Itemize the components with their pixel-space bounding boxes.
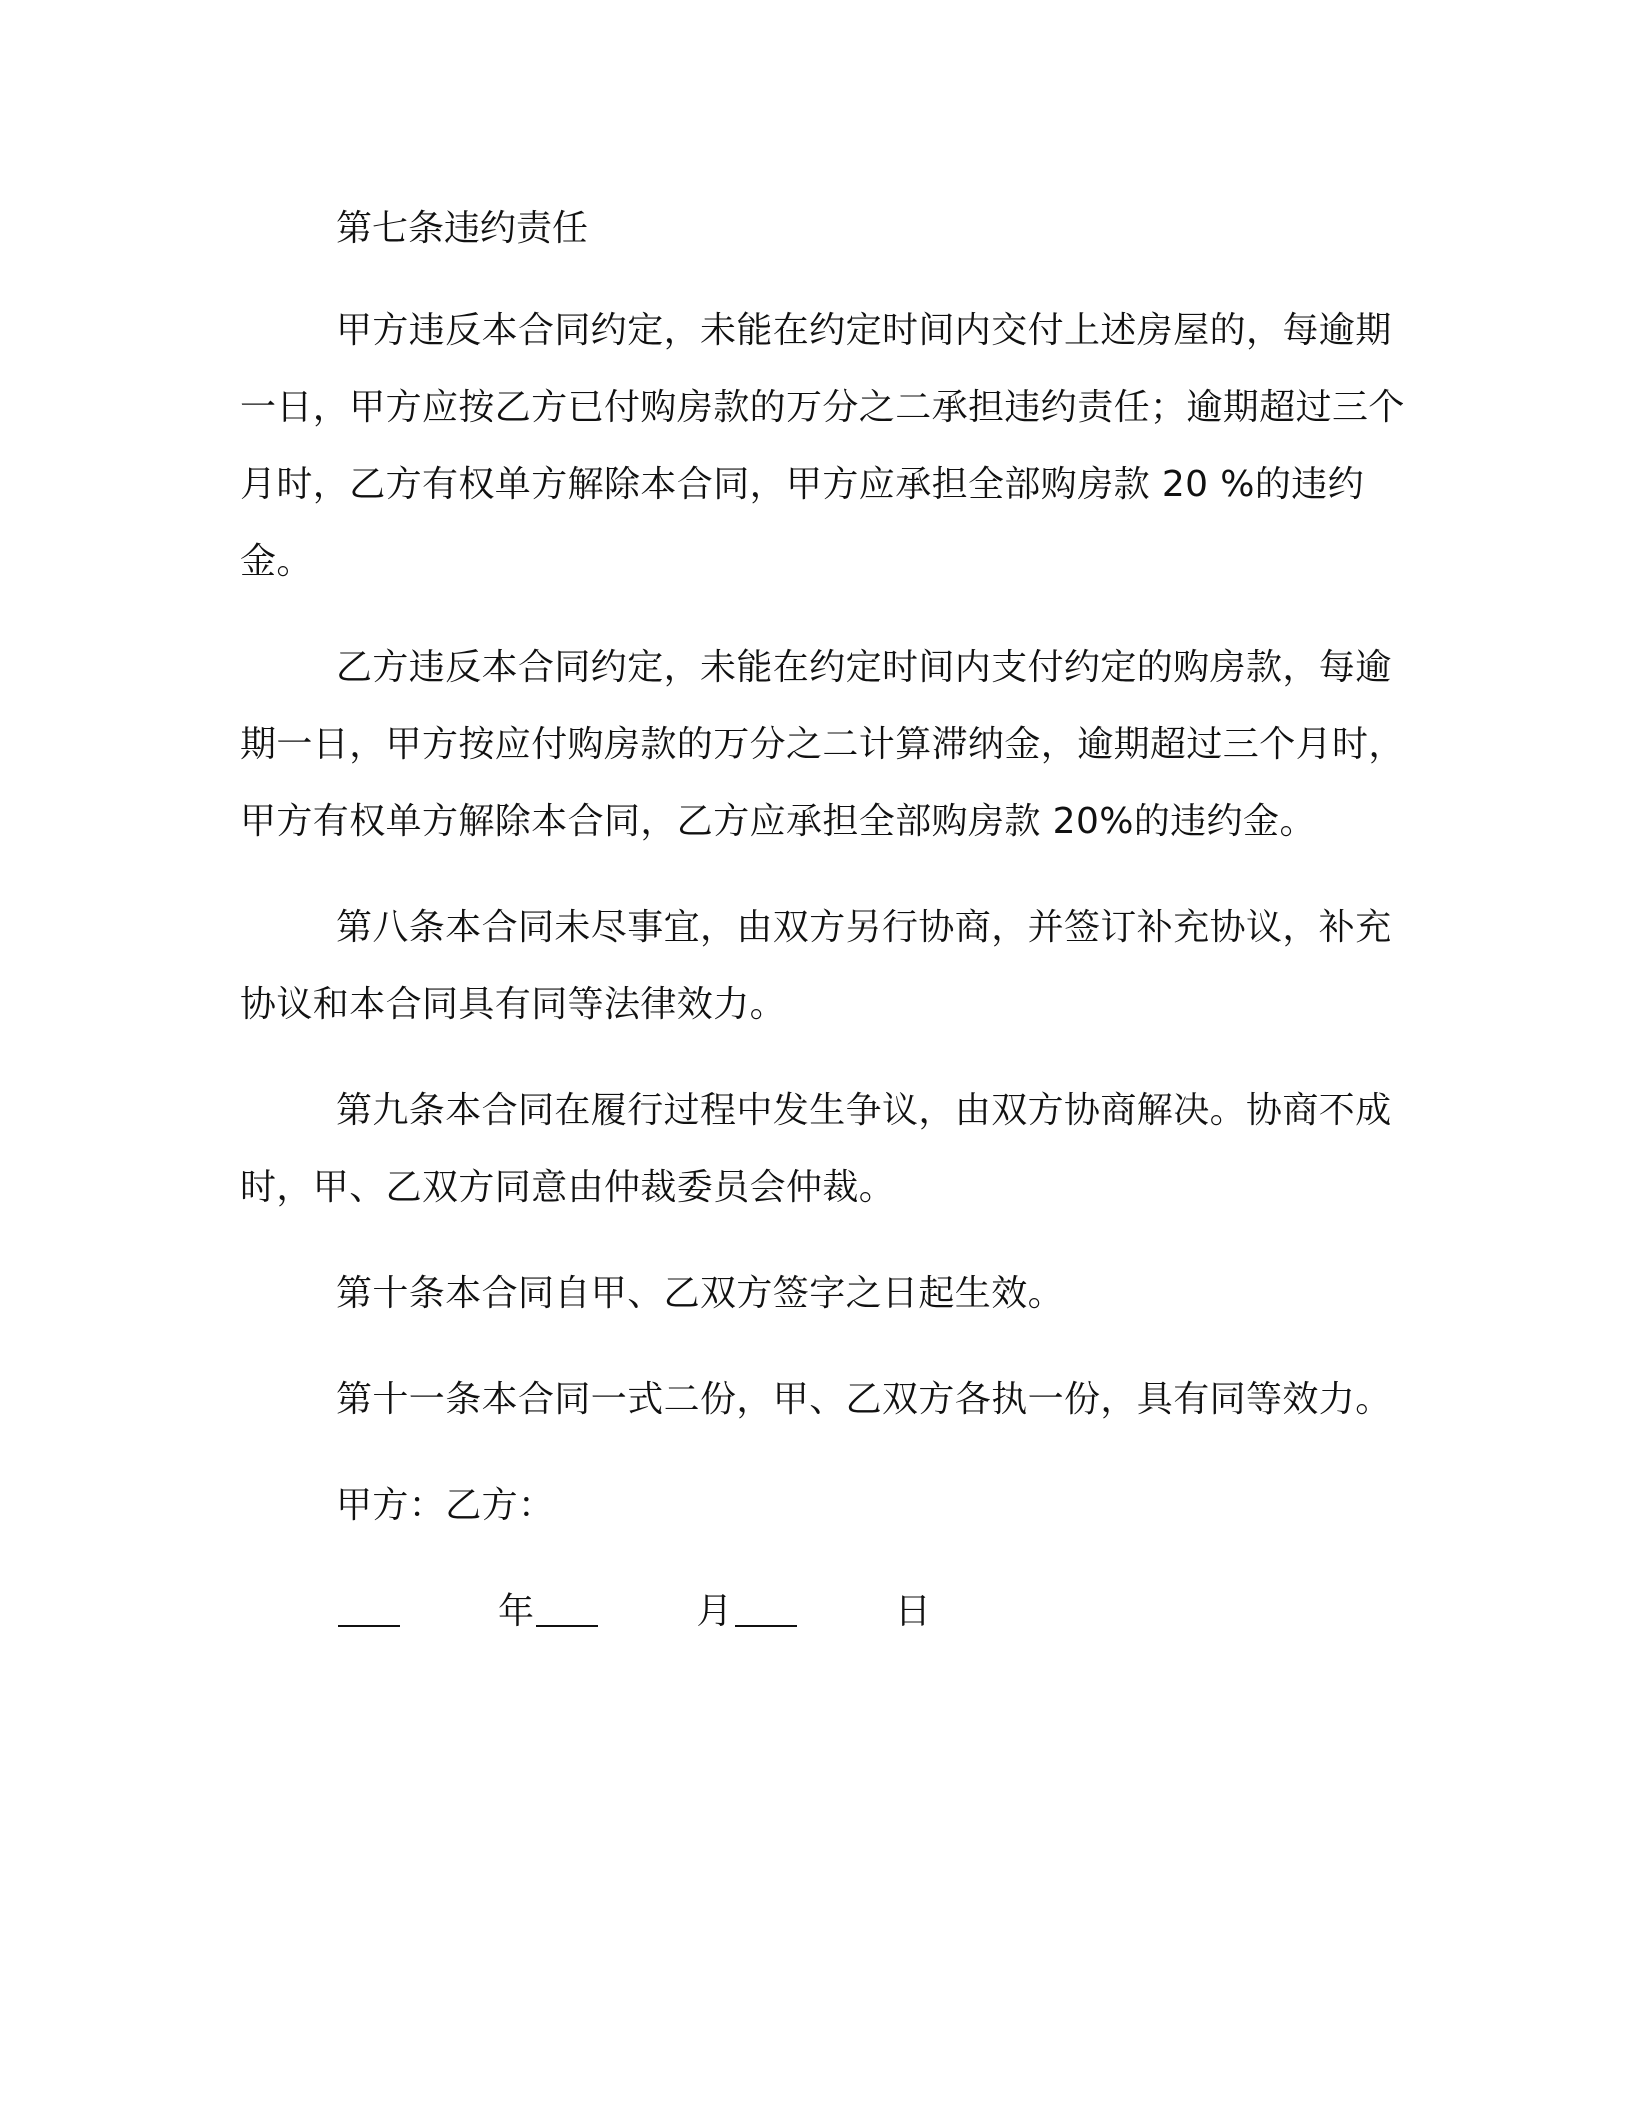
article-7-title: 第七条违约责任 xyxy=(336,208,589,249)
date-fields xyxy=(336,1573,931,1650)
month-blank xyxy=(536,1625,598,1627)
article-7-paragraph-2: 乙方违反本合同约定，未能在约定时间内支付约定的购房款，每逾期一日，甲方按应付购房款的万分之二计算滞纳金，逾期超过三个月时，甲方有权单方解除本合同，乙方应承担全部购房款 20%的违约金。 xyxy=(240,647,1405,842)
day-label: 日 xyxy=(894,1591,932,1632)
month-label: 月 xyxy=(696,1591,733,1632)
date-line xyxy=(240,1573,1405,1650)
article-11-paragraph: 第十一条本合同一式二份，甲、乙双方各执一份，具有同等效力。 xyxy=(336,1379,1392,1420)
article-10-paragraph: 第十条本合同自甲、乙双方签字之日起生效。 xyxy=(336,1273,1065,1314)
document-content xyxy=(240,190,1405,1650)
year-label: 年 xyxy=(498,1591,535,1632)
article-9-paragraph: 第九条本合同在履行过程中发生争议，由双方协商解决。协商不成时，甲、乙双方同意由仲裁委员会仲裁。 xyxy=(240,1090,1392,1208)
article-8-paragraph: 第八条本合同未尽事宜，由双方另行协商，并签订补充协议，补充协议和本合同具有同等法律效力。 xyxy=(240,907,1392,1025)
article-7-paragraph-1: 甲方违反本合同约定，未能在约定时间内交付上述房屋的，每逾期一日，甲方应按乙方已付购房款的万分之二承担违约责任；逾期超过三个月时，乙方有权单方解除本合同，甲方应承担全部购房款 20 %的违约金。 xyxy=(240,310,1405,582)
signature-line: 甲方：乙方： xyxy=(336,1485,555,1526)
day-blank xyxy=(735,1625,797,1627)
year-blank xyxy=(338,1625,400,1627)
